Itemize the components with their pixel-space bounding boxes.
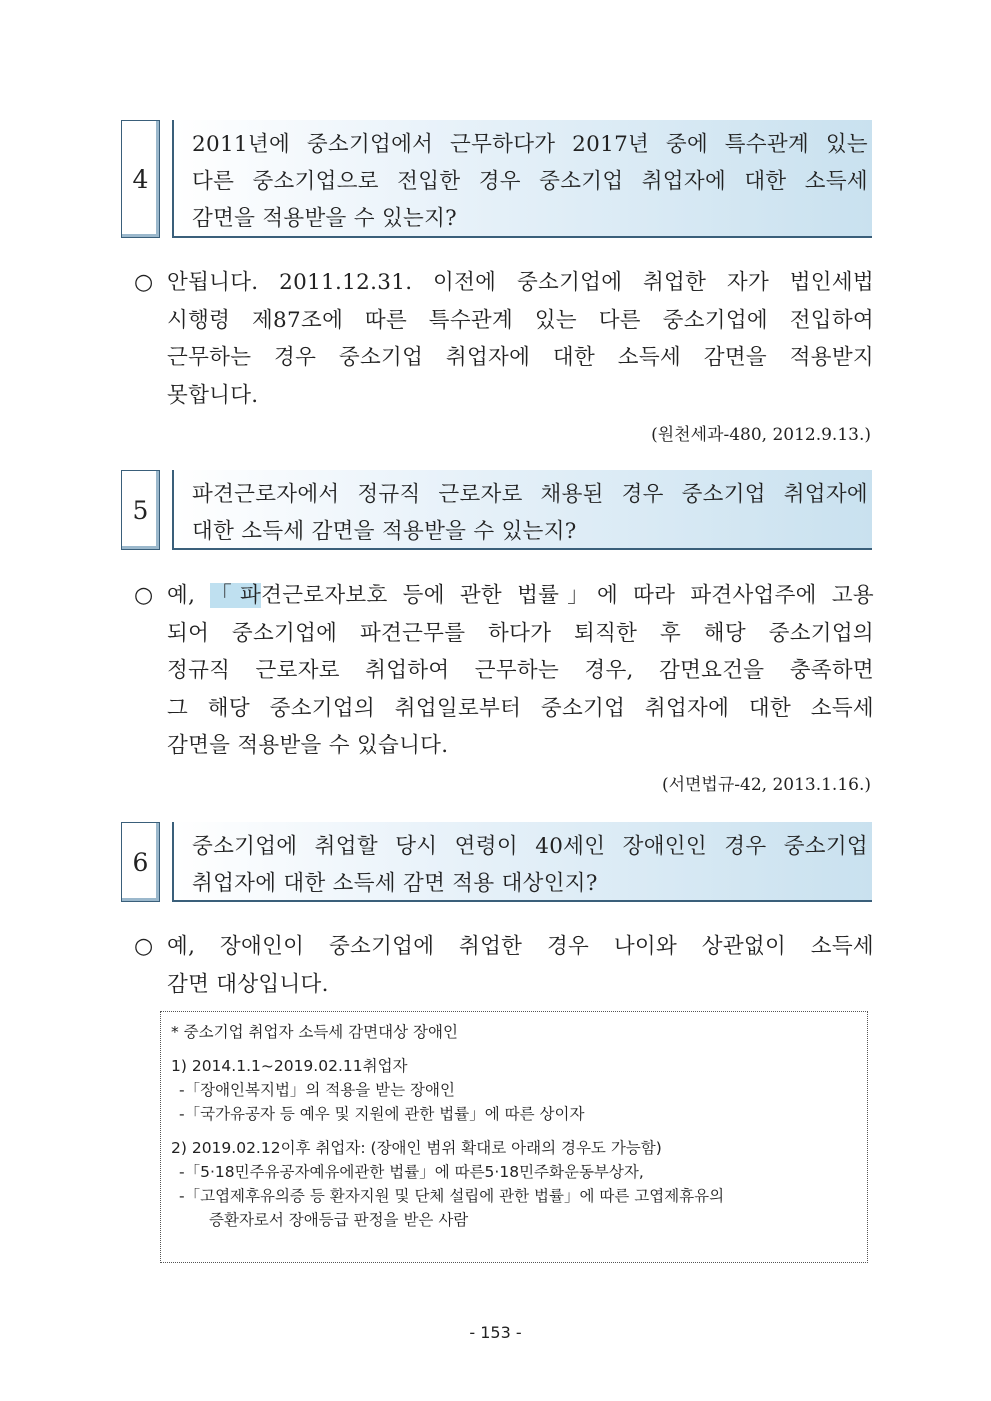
question-4-line-1: 2011년에 중소기업에서 근무하다가 2017년 중에 특수관계 있는	[192, 132, 868, 157]
note-box	[160, 1011, 868, 1263]
note-section-1-item-2: -「국가유공자 등 예우 및 지원에 관한 법률」에 따른 상이자	[179, 1105, 585, 1123]
citation-5: (서면법규-42, 2013.1.16.)	[661, 775, 871, 795]
answer-4-line-4: 못합니다.	[167, 382, 259, 408]
answer-6	[134, 928, 874, 1003]
bullet-icon: ○	[134, 270, 154, 295]
answer-5-line-2: 되어 중소기업에 파견근무를 하다가 퇴직한 후 해당 중소기업의	[167, 620, 874, 646]
note-section-1-item-1: -「장애인복지법」의 적용을 받는 장애인	[179, 1081, 455, 1099]
answer-6-line-1: 예, 장애인이 중소기업에 취업한 경우 나이와 상관없이 소득세	[167, 934, 874, 959]
answer-5-line-3: 정규직 근로자로 취업하여 근무하는 경우, 감면요건을 충족하면	[167, 658, 874, 683]
question-6-line-1: 중소기업에 취업할 당시 연령이 40세인 장애인인 경우 중소기업	[192, 834, 868, 859]
question-box-6	[172, 822, 872, 902]
question-number-6: 6	[121, 822, 160, 902]
question-6-line-2: 취업자에 대한 소득세 감면 적용 대상인지?	[192, 871, 598, 896]
answer-5-line-5: 감면을 적용받을 수 있습니다.	[167, 733, 449, 758]
note-title: * 중소기업 취업자 소득세 감면대상 장애인	[171, 1023, 458, 1041]
answer-5-line-1-rest: 견근로자보호 등에 관한 법률」에 따라 파견사업주에 고용	[261, 583, 874, 608]
note-section-2-item-2-cont: 증환자로서 장애등급 판정을 받은 사람	[209, 1211, 469, 1229]
answer-4-line-1: 안됩니다. 2011.12.31. 이전에 중소기업에 취업한 자가 법인세법	[167, 270, 874, 295]
question-4-line-3: 감면을 적용받을 수 있는지?	[192, 206, 457, 231]
question-number-5: 5	[121, 470, 160, 550]
answer-4-line-3: 근무하는 경우 중소기업 취업자에 대한 소득세 감면을 적용받지	[167, 345, 874, 370]
question-5-line-1: 파견근로자에서 정규직 근로자로 채용된 경우 중소기업 취업자에	[192, 482, 868, 507]
answer-5	[134, 577, 874, 765]
page-number: - 153 -	[469, 1323, 522, 1342]
question-5-line-2: 대한 소득세 감면을 적용받을 수 있는지?	[192, 519, 577, 544]
bullet-icon: ○	[134, 583, 154, 608]
answer-6-line-2: 감면 대상입니다.	[167, 971, 329, 997]
answer-5-line-1	[167, 577, 874, 615]
question-box-4	[172, 120, 872, 238]
question-4-line-2: 다른 중소기업으로 전입한 경우 중소기업 취업자에 대한 소득세	[192, 169, 868, 194]
question-box-5	[172, 470, 872, 550]
note-section-2-heading: 2) 2019.02.12이후 취업자: (장애인 범위 확대로 아래의 경우도 가능함)	[171, 1139, 662, 1157]
citation-4: (원천세과-480, 2012.9.13.)	[651, 425, 871, 445]
answer-5-line-4: 그 해당 중소기업의 취업일로부터 중소기업 취업자에 대한 소득세	[167, 695, 874, 721]
note-section-2-item-2: -「고엽제후유의증 등 환자지원 및 단체 설립에 관한 법률」에 따른 고엽제휴유의	[179, 1187, 725, 1205]
note-section-2-item-1: -「5‧18민주유공자예유에관한 법률」에 따른5‧18민주화운동부상자,	[179, 1163, 644, 1181]
note-section-1-heading: 1) 2014.1.1~2019.02.11취업자	[171, 1057, 408, 1075]
answer-4-line-2: 시행령 제87조에 따른 특수관계 있는 다른 중소기업에 전입하여	[167, 307, 874, 333]
question-number-4: 4	[121, 120, 160, 238]
answer-5-prefix: 예,	[167, 583, 211, 608]
highlighted-text: 「파	[210, 583, 262, 608]
bullet-icon: ○	[134, 934, 154, 959]
answer-4	[134, 264, 874, 414]
